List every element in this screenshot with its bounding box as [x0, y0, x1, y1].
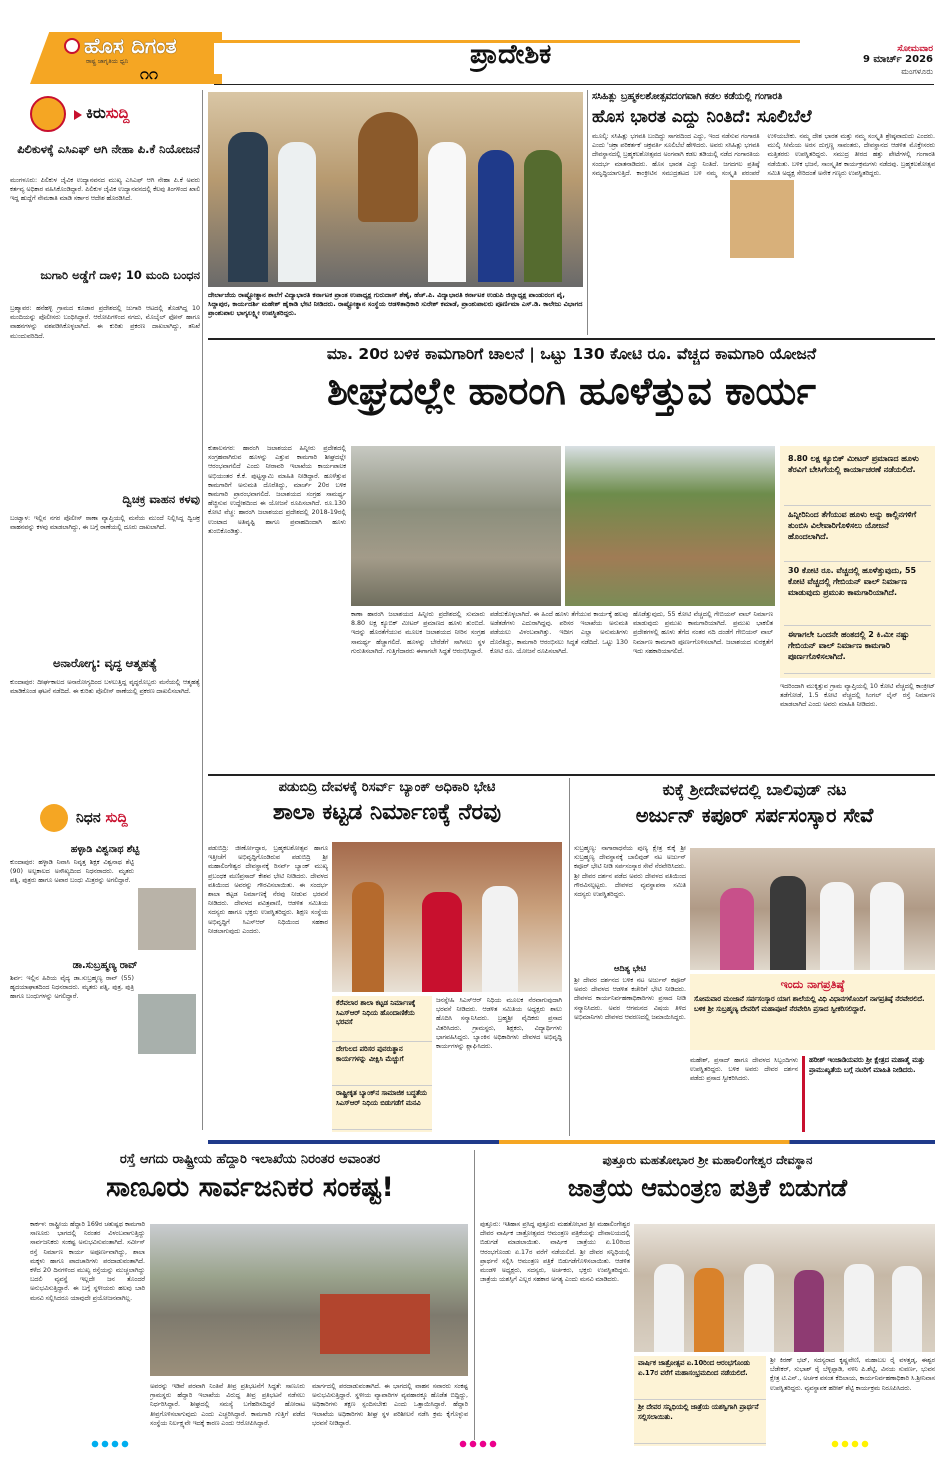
brief-body: ಬಂಟ್ವಾಳ: ಇಲ್ಲಿನ ನಗರ ಪೊಲೀಸ್ ಠಾಣಾ ವ್ಯಾಪ್ತಿಯಲ್ಲಿ ಮನೆಯ ಮುಂದೆ ನಿಲ್ಲಿಸಿದ್ದ ದ್ವಿಚಕ್ರ ವಾಹನವನ್ನು ಕಳವು ಮಾಡಲಾಗಿದ್ದು, ಈ ಬಗ್ಗೆ ಠಾಣೆಯಲ್ಲಿ ದೂರು ದಾಖಲಾಗಿದೆ.	[10, 515, 200, 532]
story-headline: ಹೊಸ ಭಾರತ ಎದ್ದು ನಿಂತಿದೆ: ಸೂಲಿಬೆಲೆ	[592, 107, 812, 127]
rule	[208, 338, 935, 340]
story-headline: ಜಾತ್ರೆಯ ಆಮಂತ್ರಣ ಪತ್ರಿಕೆ ಬಿಡುಗಡೆ	[567, 1174, 848, 1202]
photo-caption: ದೇರ್ಲಾಜೆಯ ರಾಷ್ಟ್ರೋತ್ಥಾನ ಶಾಲೆಗೆ ವಿದ್ಯಾಭಾರತಿ ಕರ್ನಾಟಕ ಪ್ರಾಂತ ಉಪಾಧ್ಯಕ್ಷ ಗುರುದಾಸ್ ಶೆಣೈ, ಹೆಚ್.ಪಿ. ವಿದ್ಯಾಭಾರತಿ ಕರ್ನಾಟಕ ಉಡುಪಿ ಜಿಲ್ಲಾಧ್ಯಕ್ಷ ಪಾಂಡುರಂಗ ಪೈ, ಸಿದ್ದಾಪುರ, ಕಾರ್ಯದರ್ಶಿ ಮಹೇಶ್ ಹೈಕಾಡಿ ಭೇಟಿ ನೀಡಿದರು. ರಾಷ್ಟ್ರೋತ್ಥಾನ ಸಂಸ್ಥೆಯ ಆಡಳಿತಾಧಿಕಾರಿ ಸುರೇಶ್ ಕಮಾಡೆ, ಪ್ರಾಂಶುಪಾಲರು ಪೂರ್ಣಿಮಾ ಎಸ್.ಡಿ. ಕಾಲೇಜು ವಿಭಾಗದ ಪ್ರಾಂಶುಪಾಲ ಭಾಗ್ಯಲಕ್ಷ್ಮೀ ಉಪಸ್ಥಿತರಿದ್ದರು.	[208, 291, 583, 317]
story-body: ಪಡುಬಿದ್ರಿ: ಜೀರ್ಣೋದ್ಧಾರ, ಬ್ರಹ್ಮಕಲಶೋತ್ಸವ ಹಾಗೂ ಇತ್ತೀಚೆಗೆ ಅಭಿವೃದ್ಧಿಗೊಂಡಿರುವ ಪಡುಬಿದ್ರಿ ಶ್ರೀ ಮಹಾಲಿಂಗೇಶ್ವರ ದೇವಸ್ಥಾನಕ್ಕೆ ರಿಸರ್ವ್ ಬ್ಯಾಂಕ್ ಮುಖ್ಯ ಪ್ರಬಂಧಕ ಮಣಿಪ್ರಸಾದ್ ಕೇಶವ ಭೇಟಿ ನೀಡಿದರು. ದೇವಳದ ವತಿಯಿಂದ ಅವರನ್ನು ಗೌರವಿಸಲಾಯಿತು. ಈ ಸಂದರ್ಭ ಶಾಲಾ ಕಟ್ಟಡ ನಿರ್ಮಾಣಕ್ಕೆ ನೆರವು ನೀಡುವ ಭರವಸೆ ನೀಡಿದರು. ದೇವಳದ ಪವಿತ್ರಪಾಣಿ, ಆಡಳಿತ ಸಮಿತಿಯ ಸದಸ್ಯರು ಹಾಗೂ ಭಕ್ತರು ಉಪಸ್ಥಿತರಿದ್ದರು. ಶಿಕ್ಷಣ ಸಂಸ್ಥೆಯ ಅಭಿವೃದ್ಧಿಗೆ ಸಿಎಸ್ಆರ್ ನಿಧಿಯಿಂದ ಸಹಕಾರ ನೀಡಲಾಗುವುದು ಎಂದರು.	[208, 845, 328, 935]
news-brief	[10, 492, 200, 654]
river-photo-1	[351, 446, 561, 606]
story-body: ಜನಸ್ನೇಹಿ ಸಿಎಸ್‌ಆರ್ ನಿಧಿಯ ಮೂಲಕ ನೆರವಾಗುವುದಾಗಿ ಭರವಸೆ ನೀಡಿದರು. ಆಡಳಿತ ಸಮಿತಿಯ ಅಧ್ಯಕ್ಷರು ಶಾಲು ಹೊದಿಸಿ ಸನ್ಮಾನಿಸಿದರು. ಬ್ರಹ್ಮಶ್ರೀ ವೈದಿಕರು ಪ್ರಸಾದ ವಿತರಿಸಿದರು. ಗ್ರಾಮಸ್ಥರು, ಶಿಕ್ಷಕರು, ವಿದ್ಯಾರ್ಥಿಗಳು ಭಾಗವಹಿಸಿದ್ದರು. ಬ್ಯಾಂಕಿನ ಅಧಿಕಾರಿಗಳು ದೇವಳದ ಅಭಿವೃದ್ಧಿ ಕಾರ್ಯಗಳನ್ನು ಶ್ಲಾಘಿಸಿದರು.	[436, 997, 562, 1051]
obituary-name: ಹಳ್ಳಾಡಿ ವಿಶ್ವನಾಥ ಶೆಟ್ಟಿ	[70, 844, 140, 855]
naga-body: ಸೋಮವಾರ ಮಂಜಾನೆ ಸರ್ಪಸಂಸ್ಕಾರ ಯಾಗ ಶಾಲೆಯಲ್ಲಿ ವಿಧಿ ವಿಧಾನಗಳೊಂದಿಗೆ ನಾಗಪ್ರತಿಷ್ಠೆ ನೆರವೇರಲಿದೆ. ಬಳಿಕ ಶ್ರೀ ಸುಬ್ರಹ್ಮಣ್ಯ ದೇವರಿಗೆ ಮಹಾಪೂಜೆ ನೆರವೇರಿಸಿ ಪ್ರಸಾದ ಸ್ವೀಕರಿಸಲಿದ್ದಾರೆ.	[694, 995, 925, 1013]
column-divider	[202, 90, 203, 1130]
story-kicker: ಪುತ್ತೂರು ಮಹತೋಭಾರ ಶ್ರೀ ಮಹಾಲಿಂಗೇಶ್ವರ ದೇವಸ್ಥಾನ	[602, 1153, 813, 1167]
print-registration-dots	[90, 1440, 130, 1448]
logo-emblem-icon	[64, 38, 80, 54]
padubidri-story	[208, 778, 566, 1138]
brief-title: ಜುಗಾರಿ ಅಡ್ಡೆಗೆ ದಾಳಿ; 10 ಮಂದಿ ಬಂಧನ	[40, 268, 200, 282]
highlight-item: ಈಗಾಗಲೇ ಒಂದನೇ ಹಂತದಲ್ಲಿ 2 ಕಿ.ಮೀ ನಷ್ಟು ಗೇಬಿಯನ್ ವಾಲ್ ನಿರ್ಮಾಣ ಕಾಮಗಾರಿ ಪೂರ್ಣಗೊಳಿಸಲಾಗಿದೆ.	[784, 626, 931, 674]
story-kicker: ರಸ್ತೆ ಆಗದು ರಾಷ್ಟ್ರೀಯ ಹೆದ್ದಾರಿ ಇಲಾಖೆಯ ನಿರಂತರ ಅವಾಂತರ	[119, 1152, 381, 1167]
story-body: ಸುಬ್ರಹ್ಮಣ್ಯ: ನಾಗಾರಾಧನೆಯ ಪುಣ್ಯ ಕ್ಷೇತ್ರ ಕುಕ್ಕೆ ಶ್ರೀ ಸುಬ್ರಹ್ಮಣ್ಯ ದೇವಸ್ಥಾನಕ್ಕೆ ಬಾಲಿವುಡ್ ನಟ ಅರ್ಜುನ್ ಕಪೂರ್ ಭೇಟಿ ನೀಡಿ ಸರ್ಪಸಂಸ್ಕಾರ ಸೇವೆ ನೆರವೇರಿಸಿದರು. ಶ್ರೀ ದೇವರ ದರ್ಶನ ಪಡೆದ ಅವರು ದೇವಳದ ವತಿಯಿಂದ ಗೌರವಿಸಲ್ಪಟ್ಟರು. ದೇವಳದ ವ್ಯವಸ್ಥಾಪನಾ ಸಮಿತಿ ಸದಸ್ಯರು ಉಪಸ್ಥಿತರಿದ್ದರು.	[574, 845, 686, 899]
section-title: ಪ್ರಾದೇಶಿಕ	[470, 39, 552, 70]
highlight-item: 30 ಕೋಟಿ ರೂ. ವೆಚ್ಚದಲ್ಲಿ ಹೂಳೆತ್ತುವುದು, 55 ಕೋಟಿ ವೆಚ್ಚದಲ್ಲಿ ಗೇಬಿಯನ್ ವಾಲ್ ನಿರ್ಮಾಣ ಮಾಡುವುದು ಪ್ರಮುಖ ಕಾಮಗಾರಿಯಾಗಿದೆ.	[784, 562, 931, 626]
obituary	[10, 960, 200, 1064]
brief-title: ಪಿಲಿಕುಳಕ್ಕೆ ಎಸಿಎಫ್ ಆಗಿ ನೇಹಾ ಪಿ.ಕೆ ನಿಯೋಜನೆ	[17, 142, 200, 156]
obituary-photo	[138, 888, 196, 950]
story-body: ಪುತ್ತೂರು: ಇತಿಹಾಸ ಪ್ರಸಿದ್ಧ ಪುತ್ತೂರು ಮಹತೋಭಾರ ಶ್ರೀ ಮಹಾಲಿಂಗೇಶ್ವರ ದೇವರ ವಾರ್ಷಿಕ ಜಾತ್ರೋತ್ಸವದ ಆಮಂತ್ರಣ ಪತ್ರಿಕೆಯನ್ನು ದೇವಾಲಯದಲ್ಲಿ ಬಿಡುಗಡೆ ಮಾಡಲಾಯಿತು. ವಾರ್ಷಿಕ ಜಾತ್ರೆಯು ಏ.10ರಿಂದ ಆರಂಭಗೊಂಡು ಏ.17ರ ವರೆಗೆ ನಡೆಯಲಿದೆ. ಶ್ರೀ ದೇವರ ಸನ್ನಿಧಿಯಲ್ಲಿ ಪ್ರಾರ್ಥನೆ ಸಲ್ಲಿಸಿ ಆಮಂತ್ರಣ ಪತ್ರಿಕೆ ಬಿಡುಗಡೆಗೊಳಿಸಲಾಯಿತು. ಆಡಳಿತ ಮಂಡಳಿ ಅಧ್ಯಕ್ಷರು, ಸದಸ್ಯರು, ಅರ್ಚಕರು, ಭಕ್ತರು ಉಪಸ್ಥಿತರಿದ್ದರು. ಜಾತ್ರೆಯ ಯಶಸ್ಸಿಗೆ ಎಲ್ಲರ ಸಹಕಾರ ಅಗತ್ಯ ಎಂದು ಮನವಿ ಮಾಡಿದರು.	[480, 1221, 630, 1284]
separator-bar	[208, 1140, 935, 1144]
story-body: ಮಾರ್ಗದಲ್ಲಿ ಪರದಾಡುವಂತಾಗಿದೆ. ಈ ಭಾಗದಲ್ಲಿ ವಾಹನ ಸವಾರರು ಸಂಕಷ್ಟ ಅನುಭವಿಸುತ್ತಿದ್ದಾರೆ. ಸ್ಥಳೀಯ ವ್ಯಾಪಾರಿಗಳ ವ್ಯವಹಾರಕ್ಕೂ ಹೊಡೆತ ಬಿದ್ದಿದ್ದು, ಅಧಿಕಾರಿಗಳು ತಕ್ಷಣ ಸ್ಪಂದಿಸಬೇಕು ಎಂದು ಒತ್ತಾಯಿಸಿದ್ದಾರೆ. ಹೆದ್ದಾರಿ ಇಲಾಖೆಯ ಅಧಿಕಾರಿಗಳು ಶೀಘ್ರ ಸ್ಥಳ ಪರಿಶೀಲನೆ ನಡೆಸಿ ಕ್ರಮ ಕೈಗೊಳ್ಳುವ ಭರವಸೆ ನೀಡಿದ್ದಾರೆ.	[312, 1383, 468, 1427]
story-headline: ಶಾಲಾ ಕಟ್ಟಡ ನಿರ್ಮಾಣಕ್ಕೆ ನೆರವು	[272, 800, 502, 825]
story-headline: ಸಾಣೂರು ಸಾರ್ವಜನಿಕರ ಸಂಕಷ್ಟ!	[106, 1172, 394, 1203]
date: 9 ಮಾರ್ಚ್ 2026	[862, 54, 933, 65]
highlight-item: ದೇಗುಲದ ಪರಿಸರ ಪುನರುತ್ಥಾನ ಕಾರ್ಯಗಳನ್ನು ವೀಕ್ಷಿಸಿ ಮೆಚ್ಚುಗೆ	[332, 1042, 432, 1086]
brief-body: ಮಂಗಳೂರು: ಪಿಲಿಕುಳ ಜೈವಿಕ ಉದ್ಯಾನವನದ ಮುಖ್ಯ ಎಸಿಎಫ್ ಆಗಿ ನೇಹಾ ಪಿ.ಕೆ ಅವರು ಕರ್ತವ್ಯ ಅಧಿಕಾರ ವಹಿಸಿಕೊಂಡಿದ್ದಾರೆ. ಪಿಲಿಕುಳ ಜೈವಿಕ ಉದ್ಯಾನವನದಲ್ಲಿ ಕೆಲವು ತಿಂಗಳಿಂದ ಖಾಲಿ ಇದ್ದ ಹುದ್ದೆಗೆ ನೇಮಕಾತಿ ಮಾಡಿ ಸರ್ಕಾರ ಆದೇಶ ಹೊರಡಿಸಿದೆ.	[10, 177, 200, 203]
highlights-box	[332, 996, 432, 1132]
masthead-rule	[214, 84, 934, 85]
masthead	[0, 0, 945, 88]
story-headline: ಶೀಘ್ರದಲ್ಲೇ ಹಾರಂಗಿ ಹೂಳೆತ್ತುವ ಕಾರ್ಯ	[327, 369, 816, 413]
obituary-body: ಕುಂದಾಪುರ: ಹಳ್ಳಾಡಿ ನಿವಾಸಿ ನಿವೃತ್ತ ಶಿಕ್ಷಕ ವಿಶ್ವನಾಥ ಶೆಟ್ಟಿ (90) ಅಲ್ಪಕಾಲದ ಅಸೌಖ್ಯದಿಂದ ನಿಧನರಾದರು. ಮೃತರು ಪತ್ನಿ, ಪುತ್ರರು ಹಾಗೂ ಅಪಾರ ಬಂಧು ಮಿತ್ರರನ್ನು ಅಗಲಿದ್ದಾರೆ.	[10, 859, 134, 885]
news-brief	[10, 142, 200, 268]
page-number: ೧೧	[140, 64, 158, 83]
sub-heading: ಆದಿತ್ಯ ಭೇಟಿ	[614, 964, 646, 973]
heading-word-1: ನಿಧನ	[76, 810, 101, 826]
hand-icon	[30, 96, 66, 132]
story-body: ಇದರಿಂದಾಗಿ ಮುಕ್ಕಿತ್ತುವ ಗ್ರಾಮ ವ್ಯಾಪ್ತಿಯಲ್ಲಿ 10 ಕೋಟಿ ವೆಚ್ಚದಲ್ಲಿ ಕಾಂಕ್ರೀಟ್ ತಡೆಗೋಡೆ, 1.5 ಕೋಟಿ ವೆಚ್ಚದಲ್ಲಿ ಸಿಂಗಲ್ ಲೈನ್ ರಸ್ತೆ ನಿರ್ಮಾಣ ಮಾಡಲಾಗಿದೆ ಎಂದು ಅವರು ಮಾಹಿತಿ ನೀಡಿದರು.	[780, 683, 935, 709]
release-photo	[634, 1224, 935, 1352]
brief-title: ದ್ವಿಚಕ್ರ ವಾಹನ ಕಳವು	[122, 492, 200, 506]
sanur-story	[30, 1150, 470, 1450]
group-photo	[208, 92, 583, 287]
highlight-item: 8.80 ಲಕ್ಷ ಕ್ಯೂಬಿಕ್ ಮೀಟರ್ ಪ್ರಮಾಣದ ಹೂಳು ತೆರವಿಗೆ ಬೇಸಿಗೆಯಲ್ಲಿ ಕಾರ್ಯಾಚರಣೆ ನಡೆಯಲಿದೆ.	[784, 450, 931, 506]
obituary	[10, 844, 200, 966]
story-body: ಶ್ರೀ ಕಿರಣ್ ಭಟ್, ಸದಸ್ಯರಾದ ಕೃಷ್ಣವೇಣಿ, ಮಹಾಬಲ ರೈ ವಳತ್ತಡ್ಕ, ಈಶ್ವರ ಬೆಡೇಕರ್, ಸುಭಾಶ್ ರೈ ಬೆಳ್ಳಿಪ್ಪಾಡಿ, ನಳಿನಿ ಪಿ.ಶೆಟ್ಟಿ, ವಿನಯ ಸುವರ್ಣ, ಭುವನ ಕ್ಷೇತ್ರ ಟಿ.ಎನ್., ಅರ್ಚಕ ವಸಂತ ಕೆದಿಲಾಯ, ಕಾರ್ಯನಿರ್ವಹಣಾಧಿಕಾರಿ ಸಿ.ಶ್ರೀನಿವಾಸ ಉಪಸ್ಥಿತರಿದ್ದರು. ವ್ಯವಸ್ಥಾಪಕ ಹರೀಶ್ ಶೆಟ್ಟಿ ಕಾರ್ಯಕ್ರಮ ನಿರೂಪಿಸಿದರು.	[770, 1357, 935, 1392]
story-kicker: ಸಸಿಹಿತ್ಲು ಬ್ರಹ್ಮಕಲಶೋತ್ಸವದಂಗವಾಗಿ ಕಡಲ ಕಡೆಯಲ್ಲಿ ಗಂಗಾರತಿ	[592, 91, 783, 102]
story-body: ಶ್ರೀ ದೇವರ ದರ್ಶನದ ಬಳಿಕ ನಟ ಅರ್ಜುನ್ ಕಪೂರ್ ಅವರು ದೇವಳದ ಆಡಳಿತ ಕಚೇರಿಗೆ ಭೇಟಿ ನೀಡಿದರು. ದೇವಳದ ಕಾರ್ಯನಿರ್ವಹಣಾಧಿಕಾರಿಗಳು ಪ್ರಸಾದ ನೀಡಿ ಸನ್ಮಾನಿಸಿದರು. ಅವರ ಆಗಮನದ ವಿಷಯ ತಿಳಿದ ಅಭಿಮಾನಿಗಳು ದೇವಳದ ಆವರಣದಲ್ಲಿ ಜಮಾಯಿಸಿದ್ದರು.	[574, 977, 686, 1021]
highlights-box	[780, 446, 935, 678]
naga-title: ಇಂದು ನಾಗಪ್ರತಿಷ್ಠೆ	[780, 978, 845, 991]
story-body: ಕಾಣಾ ಹಾರಂಗಿ ಜಲಾಶಯದ ಹಿನ್ನೀರು ಪ್ರದೇಶದಲ್ಲಿ ಸುಮಾರು 8.80 ಲಕ್ಷ ಕ್ಯೂಬಿಕ್ ಮೀಟರ್ ಪ್ರಮಾಣದ ಹೂಳು ತುಂಬಿದೆ. ಇದನ್ನು ಹೊರತೆಗೆಯುವ ಮೂಲಕ ಜಲಾಶಯದ ನೀರಿನ ಸಂಗ್ರಹ ಸಾಮರ್ಥ್ಯ ಹೆಚ್ಚಾಗಲಿದೆ. ಹೂಳನ್ನು ಬೇರೆಡೆಗೆ ಸಾಗಿಸಲು ಸ್ಥಳ ಗುರುತಿಸಲಾಗಿದೆ. ಗುತ್ತಿಗೆದಾರರು ಈಗಾಗಲೇ ಸಿದ್ಧತೆ ಆರಂಭಿಸಿದ್ದಾರೆ.	[351, 611, 485, 655]
lamp-icon	[40, 804, 68, 832]
river-photo-2	[565, 446, 775, 606]
note-box	[802, 1056, 935, 1132]
heading-word-1: ಕಿರು	[86, 104, 106, 122]
story-kicker: ಮಾ. 20ರ ಬಳಿಕ ಕಾಮಗಾರಿಗೆ ಚಾಲನೆ | ಒಟ್ಟು 130 ಕೋಟಿ ರೂ. ವೆಚ್ಚದ ಕಾಮಗಾರಿ ಯೋಜನೆ	[326, 345, 817, 363]
weekday: ಸೋಮವಾರ	[897, 44, 933, 54]
heading-word-2: ಸುದ್ದಿ	[105, 104, 130, 122]
column-divider	[587, 90, 588, 335]
highlight-item: ಹಿನ್ನೀರಿನಿಂದ ತೆಗೆಯುವ ಹೂಳು ಅನ್ನು ಕಾಲ್ಲಿನಗಳಿಗೆ ತುಂಬಿಸಿ ವಿಲೇವಾರಿಗೊಳಿಸಲು ಯೋಜನೆ ಹೊಂದಲಾಗಿದೆ.	[784, 506, 931, 562]
obituary-body: ಶಿರ್ವ: ಇಲ್ಲಿನ ಹಿರಿಯ ವೈದ್ಯ ಡಾ.ಸುಬ್ರಹ್ಮಣ್ಯ ರಾವ್ (55) ಹೃದಯಾಘಾತದಿಂದ ನಿಧನರಾದರು. ಮೃತರು ಪತ್ನಿ, ಪುತ್ರ, ಪುತ್ರಿ ಹಾಗೂ ಬಂಧುಗಳನ್ನು ಅಗಲಿದ್ದಾರೆ.	[10, 975, 134, 1001]
story-body: ಕಾರ್ಕಳ: ರಾಷ್ಟ್ರೀಯ ಹೆದ್ದಾರಿ 169ರ ಚತುಷ್ಪಥ ಕಾಮಗಾರಿ ಸಾಣೂರು ಭಾಗದಲ್ಲಿ ನಿರಂತರ ವಿಳಂಬವಾಗುತ್ತಿದ್ದು ಸಾರ್ವಜನಿಕರು ಸಂಕಷ್ಟ ಅನುಭವಿಸುವಂತಾಗಿದೆ. ಸರ್ವೀಸ್ ರಸ್ತೆ ನಿರ್ಮಾಣ ಕಾರ್ಯ ಅಪೂರ್ಣವಾಗಿದ್ದು, ಶಾಲಾ ಮಕ್ಕಳು ಹಾಗೂ ಪಾದಚಾರಿಗಳು ಪರದಾಡುವಂತಾಗಿದೆ. ಕಳೆದ 20 ದಿನಗಳಿಂದ ಮುಖ್ಯ ರಸ್ತೆಯನ್ನು ಮುಚ್ಚಲಾಗಿದ್ದು ಬದಲಿ ವ್ಯವಸ್ಥೆ ಇಲ್ಲದೇ ಜನ ತೊಂದರೆ ಅನುಭವಿಸುತ್ತಿದ್ದಾರೆ. ಈ ಬಗ್ಗೆ ಸ್ಥಳೀಯರು ಹಲವು ಬಾರಿ ಮನವಿ ಸಲ್ಲಿಸಿದರೂ ಯಾವುದೇ ಪ್ರಯೋಜನವಾಗಿಲ್ಲ.	[30, 1221, 145, 1302]
print-registration-dots	[830, 1440, 870, 1448]
felicitation-photo	[332, 842, 562, 992]
story-kicker: ಕುಕ್ಕೆ ಶ್ರೀದೇವಳದಲ್ಲಿ ಬಾಲಿವುಡ್ ನಟ	[662, 780, 847, 799]
logo-tagline: ರಾಷ್ಟ್ರ ಜಾಗೃತಿಯ ಧ್ವನಿ	[86, 58, 129, 65]
date-block	[808, 44, 933, 77]
brief-body: ಬ್ರಹ್ಮಾವರ: ಹನೆಹಳ್ಳಿ ಗ್ರಾಮದ ಕೂಡಾರ ಪ್ರದೇಶದಲ್ಲಿ ಜುಗಾರಿ ಆಟದಲ್ಲಿ ತೊಡಗಿದ್ದ 10 ಮಂದಿಯನ್ನು ಪೊಲೀಸರು ಬಂಧಿಸಿದ್ದಾರೆ. ಆರೋಪಿಗಳಿಂದ ನಗದು, ಮೊಬೈಲ್ ಫೋನ್ ಹಾಗೂ ವಾಹನಗಳನ್ನು ವಶಪಡಿಸಿಕೊಳ್ಳಲಾಗಿದೆ. ಈ ಕುರಿತು ಪ್ರಕರಣ ದಾಖಲಾಗಿದ್ದು, ತನಿಖೆ ಮುಂದುವರಿದಿದೆ.	[10, 305, 200, 340]
highlight-item: ಶ್ರೀ ದೇವರ ಸನ್ನಿಧಿಯಲ್ಲಿ ಜಾತ್ರೆಯ ಯಶಸ್ವಿಗಾಗಿ ಪ್ರಾರ್ಥನೆ ಸಲ್ಲಿಸಲಾಯಿತು.	[634, 1400, 766, 1444]
kiru-suddi-heading	[30, 96, 180, 134]
story-body: ಮಹೇಶ್, ಪ್ರಸಾದ್ ಹಾಗೂ ದೇವಳದ ಸಿಬ್ಬಂದಿಗಳು ಉಪಸ್ಥಿತರಿದ್ದರು. ಬಳಿಕ ಅವರು ದೇವರ ದರ್ಶನ ಪಡೆದು ಪ್ರಸಾದ ಸ್ವೀಕರಿಸಿದರು.	[690, 1057, 798, 1083]
sulibele-story	[592, 90, 935, 335]
road-photo	[150, 1224, 468, 1376]
obituary-name: ಡಾ.ಸುಬ್ರಹ್ಮಣ್ಯ ರಾವ್	[72, 960, 138, 971]
story-kicker: ಪಡುಬಿದ್ರಿ ದೇವಳಕ್ಕೆ ರಿಸರ್ವ್ ಬ್ಯಾಂಕ್ ಅಧಿಕಾರಿ ಭೇಟಿ	[278, 780, 496, 795]
story-body: ಪಡೆದುಕೊಳ್ಳಲಾಗಿದೆ. ಈ ಹಿಂದೆ ಹೂಳು ತೆಗೆಯುವ ಕಾರ್ಯಕ್ಕೆ ಹಲವು ಅಡೆತಡೆಗಳು ಎದುರಾಗಿದ್ದವು. ಪರಿಸರ ಇಲಾಖೆಯ ಅನುಮತಿ ಪಡೆಯಲು ವಿಳಂಬವಾಗಿತ್ತು. ಇದೀಗ ಎಲ್ಲಾ ಅನುಮತಿಗಳು ದೊರೆತಿದ್ದು, ಕಾಮಗಾರಿ ಆರಂಭಿಸಲು ಸಿದ್ಧತೆ ನಡೆದಿದೆ. ಒಟ್ಟು 130 ಕೋಟಿ ರೂ. ಯೋಜನೆ ರೂಪಿಸಲಾಗಿದೆ.	[490, 611, 628, 655]
arjun-story	[574, 778, 935, 1138]
highlight-item: ಕೆರೆವಲಾರ ಶಾಲಾ ಕಟ್ಟಡ ನಿರ್ಮಾಣಕ್ಕೆ ಸಿಎಸ್ಆರ್ ನಿಧಿಯ ಹೊಂದಾಣಿಕೆಯ ಭರವಸೆ	[332, 996, 432, 1042]
note-text: ಹರೀಶ್ ಇಂಜಾಡಿಯವರು ಶ್ರೀ ಕ್ಷೇತ್ರದ ಮಹಾತ್ಮೆ ಮತ್ತು ಪ್ರಾಮುಖ್ಯತೆಯ ಬಗ್ಗೆ ನಟರಿಗೆ ಮಾಹಿತಿ ನೀಡಿದರು.	[809, 1056, 925, 1074]
story-body: ಕುಶಾಲನಗರ: ಹಾರಂಗಿ ಜಲಾಶಯದ ಹಿನ್ನೀರು ಪ್ರದೇಶದಲ್ಲಿ ಸಂಗ್ರಹವಾಗಿರುವ ಹೂಳನ್ನು ಎತ್ತುವ ಕಾಮಗಾರಿ ಶೀಘ್ರದಲ್ಲೇ ಆರಂಭವಾಗಲಿದೆ ಎಂದು ನೀರಾವರಿ ಇಲಾಖೆಯ ಕಾರ್ಯಪಾಲಕ ಅಭಿಯಂತರ ಕೆ.ಕೆ. ಪುಟ್ಟಸ್ವಾಮಿ ಮಾಹಿತಿ ನೀಡಿದ್ದಾರೆ. ಹೂಳೆತ್ತುವ ಕಾಮಗಾರಿಗೆ ಅನುಮತಿ ದೊರೆತಿದ್ದು, ಮಾರ್ಚ್ 20ರ ಬಳಿಕ ಕಾಮಗಾರಿ ಪ್ರಾರಂಭವಾಗಲಿದೆ. ಜಲಾಶಯದ ಸಂಗ್ರಹ ಸಾಮರ್ಥ್ಯ ಹೆಚ್ಚಿಸುವ ಉದ್ದೇಶದಿಂದ ಈ ಯೋಜನೆ ರೂಪಿಸಲಾಗಿದೆ. ರೂ.130 ಕೋಟಿ ವೆಚ್ಚ: ಹಾರಂಗಿ ಜಲಾಶಯದ ಪ್ರದೇಶದಲ್ಲಿ 2018-19ರಲ್ಲಿ ಉಂಟಾದ ಅತಿವೃಷ್ಟಿ ಹಾಗೂ ಪ್ರವಾಹದಿಂದಾಗಿ ಹೂಳು ತುಂಬಿಕೊಂಡಿತ್ತು.	[208, 445, 346, 535]
edition-city: ಮಂಗಳೂರು	[901, 67, 933, 76]
harangi-story	[208, 342, 935, 772]
highlight-item: ವಾರ್ಷಿಕ ಜಾತ್ರೋತ್ಸವ ಏ.10ರಿಂದ ಆರಂಭಗೊಂಡು ಏ.17ರ ವರೆಗೆ ಮಹಾಸಂಭ್ರಮದಿಂದ ನಡೆಯಲಿದೆ.	[634, 1356, 766, 1400]
nidhana-heading	[40, 804, 190, 836]
obituary-photo	[138, 994, 196, 1054]
story-headline: ಅರ್ಜುನ್ ಕಪೂರ್ ಸರ್ಪಸಂಸ್ಕಾರ ಸೇವೆ	[635, 804, 874, 827]
idol-shape	[358, 112, 418, 222]
story-body: ಮೂಲ್ಕಿ: ಸಸಿಹಿತ್ಲು ಭಗವತಿ ಬಂದಿದ್ದು ಸಾಗರದಿಂದ ಎದ್ದು, ಇಂದ ನಡೆಸುವ ಗಂಗಾರತಿ ಎಂದು 'ಚಕ್ರಾ ಪರಿಕರ್ತಕ' ಚಕ್ರವರ್ತಿ ಸೂಲಿಬೆಲೆ ಹೇಳಿದರು. ಅವರು ಸಸಿಹಿತ್ಲು ಭಗವತಿ ದೇವಸ್ಥಾನದಲ್ಲಿ ಬ್ರಹ್ಮಕಲಶೋತ್ಸವದ ಅಂಗವಾಗಿ ಕಡಲ ತಡಿಯಲ್ಲಿ ನಡೆದ ಗಂಗಾರತಿಯ ಸಂದರ್ಭ ಮಾತನಾಡಿದರು. ಹೊಸ ಭಾರತ ಎದ್ದು ನಿಂತಿದೆ. ಜಗದಗಲ ಪ್ರತಿಷ್ಠೆ ಸಮೃದ್ಧಿಯಾಗುತ್ತಿದೆ. ಕಾಂಕ್ರೀಟಿನ ಸಮುದ್ರತಟದ ಬಳಿ ನಮ್ಮ ಸಂಸ್ಕೃತಿ ಪರಂಪರೆ ಉಳಿಯಬೇಕು. ನಮ್ಮ ದೇಶ ಭಾರತ ಮತ್ತು ನಮ್ಮ ಸಂಸ್ಕೃತಿ ಶ್ರೇಷ್ಠವಾದುದು ಎಂದರು. ಮುಲ್ಕಿ ಸೀಮೆಯ ಅರಸ ದುಗ್ಗಣ್ಣ ಸಾವಂತರು, ದೇವಸ್ಥಾನದ ಆಡಳಿತ ಮೊಕ್ತೇಸರರು ಮತ್ತಿತರರು ಉಪಸ್ಥಿತರಿದ್ದರು. ಸಮುದ್ರ ತೀರದ ಹತ್ತು ಪೇಟೆಗಳಲ್ಲಿ ಗಂಗಾರತಿ ನಡೆಯಿತು. ಬಳಿಕ ಭಜನೆ, ಸಾಂಸ್ಕೃತಿಕ ಕಾರ್ಯಕ್ರಮಗಳು ನಡೆದವು. ಬ್ರಹ್ಮಕಲಶೋತ್ಸವ ಸಮಿತಿ ಅಧ್ಯಕ್ಷ ಸೇರಿದಂತೆ ಅನೇಕ ಗಣ್ಯರು ಉಪಸ್ಥಿತರಿದ್ದರು.	[592, 133, 935, 177]
arrow-icon	[74, 110, 82, 120]
news-brief	[10, 656, 200, 808]
column-divider	[569, 778, 570, 1136]
logo-text: ಹೊಸ ದಿಗಂತ	[84, 34, 177, 58]
rule	[208, 774, 935, 776]
brief-body: ಕುಂದಾಪುರ: ದೀರ್ಘಕಾಲದ ಅನಾರೋಗ್ಯದಿಂದ ಬಳಲುತ್ತಿದ್ದ ವೃದ್ಧರೊಬ್ಬರು ಮನೆಯಲ್ಲಿ ಆತ್ಮಹತ್ಯೆ ಮಾಡಿಕೊಂಡ ಘಟನೆ ನಡೆದಿದೆ. ಈ ಕುರಿತು ಪೊಲೀಸ್ ಠಾಣೆಯಲ್ಲಿ ಪ್ರಕರಣ ದಾಖಲಿಸಲಾಗಿದೆ.	[10, 679, 200, 696]
news-brief	[10, 268, 200, 488]
highlight-item: ರಾಷ್ಟ್ರೀಕೃತ ಬ್ಯಾಂಕ್‌ನ ಸಾಮಾಜಿಕ ಬದ್ಧತೆಯ ಸಿಎಸ್ಆರ್ ನಿಧಿಯ ಬಿಡುಗಡೆಗೆ ಮನವಿ	[332, 1086, 432, 1130]
column-divider	[474, 1150, 475, 1440]
story-body: ಹೊಡೆತ್ತುವುದು, 55 ಕೋಟಿ ವೆಚ್ಚದಲ್ಲಿ ಗೇಬಿಯನ್ ವಾಲ್ ನಿರ್ಮಾಣ ಮಾಡುವುದು ಪ್ರಮುಖ ಕಾಮಗಾರಿಯಾಗಿದೆ. ಪ್ರಮುಖ ಭಾಕಲಿತ ಪ್ರದೇಶಗಳಲ್ಲಿ ಹೂಳು ತೆಗೆದ ನಂತರ ನದಿ ದಂಡೆಗೆ ಗೇಬಿಯನ್ ವಾಲ್ ನಿರ್ಮಾಣ ಕಾಮಗಾರಿ ಪೂರ್ಣಗೊಳಿಸಲಾಗಿದೆ. ಜಲಾಶಯದ ಸುರಕ್ಷತೆಗೆ ಇದು ಸಹಕಾರಿಯಾಗಲಿದೆ.	[633, 611, 773, 655]
naga-box	[690, 974, 935, 1050]
actor-photo	[690, 848, 935, 970]
story-body: ಅವರನ್ನು ಇಡಿವೆ ಪರವಾಗಿ ನಿಂತಿವೆ ತೀವ್ರ ಪ್ರತಿಭಟನೆಗೆ ಸಿದ್ಧತೆ: ಸಾಣೂರು ಗ್ರಾಮಸ್ಥರು ಹೆದ್ದಾರಿ ಇಲಾಖೆಯ ವಿರುದ್ಧ ತೀವ್ರ ಪ್ರತಿಭಟನೆ ನಡೆಸಲು ನಿರ್ಧರಿಸಿದ್ದಾರೆ. ಶೀಘ್ರದಲ್ಲಿ ಸಮಸ್ಯೆ ಬಗೆಹರಿಸದಿದ್ದರೆ ಹೋರಾಟ ತೀವ್ರಗೊಳಿಸಲಾಗುವುದು ಎಂದು ಎಚ್ಚರಿಸಿದ್ದಾರೆ. ಕಾಮಗಾರಿ ಗುತ್ತಿಗೆ ಪಡೆದ ಸಂಸ್ಥೆಯ ನಿರ್ಲಕ್ಷ್ಯವೇ ಇದಕ್ಕೆ ಕಾರಣ ಎಂದು ಆರೋಪಿಸಿದ್ದಾರೆ.	[150, 1383, 305, 1427]
brief-title: ಅನಾರೋಗ್ಯ: ವೃದ್ಧ ಆತ್ಮಹತ್ಯೆ	[52, 656, 158, 670]
highlights-box	[634, 1356, 766, 1446]
puttur-story	[480, 1150, 935, 1450]
heading-word-2: ಸುದ್ದಿ	[105, 810, 128, 826]
print-registration-dots	[458, 1440, 498, 1448]
